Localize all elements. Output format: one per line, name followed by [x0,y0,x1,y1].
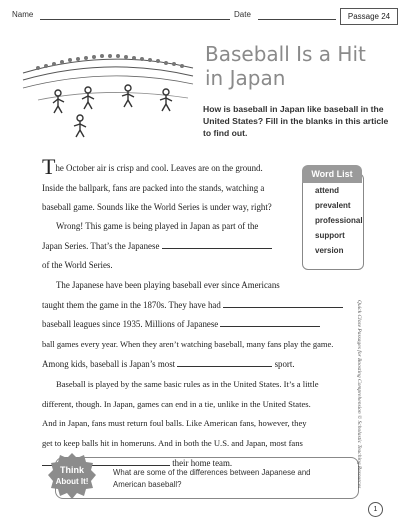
drop-cap: T [42,154,56,179]
text-line: Japan Series. That’s the Japanese [42,237,297,257]
think-badge-line-2: About It! [55,477,89,486]
blank-4[interactable] [177,357,272,367]
passage-badge: Passage 24 [340,8,398,25]
think-badge-icon [47,452,97,500]
blank-2[interactable] [223,298,343,308]
word-list-item: professional [315,216,363,225]
text-line: Wrong! This game is being played in Japan as part of the [56,221,259,231]
date-field[interactable] [258,19,336,20]
text-line: baseball game. Sounds like the World Series is under way, right? [42,202,272,213]
text-line: get to keep balls hit in homeruns. And in both the U.S. and Japan, most fans [42,438,303,449]
text-line: ball games every year. When they aren’t watching baseball, many fans play the game. [42,339,334,350]
text-line: their home team. [42,454,357,474]
think-question: What are some of the differences between Japanese and American baseball? [113,468,311,489]
paragraph-1 [42,154,297,218]
blank-1[interactable] [162,239,272,249]
text-line: Inside the ballpark, fans are packed into the stands, watching a [42,182,265,193]
think-badge-line-1: Think [60,465,84,475]
blank-3[interactable] [220,317,320,327]
text-line: baseball leagues since 1935. Millions of Japanese [42,315,357,335]
name-field[interactable] [40,19,230,20]
paragraph-2 [42,217,297,276]
page-number: 1 [368,502,383,517]
text-line: he October air is crisp and cool. Leaves are on the ground. [55,163,263,173]
word-list-heading: Word List [302,165,362,183]
paragraph-3 [42,276,357,375]
text-line: of the World Series. [42,260,113,271]
word-list-item: version [315,246,344,255]
intro-text: How is baseball in Japan like baseball in the United States? Fill in the blanks in this article to find out. [203,104,389,138]
word-list-item: prevalent [315,201,351,210]
word-list-item: support [315,231,345,240]
text-line: The Japanese have been playing baseball ever since Americans [56,280,280,290]
name-label: Name [12,10,34,19]
date-label: Date [234,10,251,19]
copyright-sidenote: Quick Cloze Passages for Boosting Comprehension © Scholastic Teaching Resources [356,300,362,489]
text-line: Baseball is played by the same basic rules as in the United States. It’s a little [56,379,319,389]
word-list-item: attend [315,186,339,195]
title-line-1: Baseball Is a Hit [205,42,366,66]
text-line: Among kids, baseball is Japan’s most sport. [42,358,295,369]
title-line-2: in Japan [205,66,286,90]
baseball-illustration [18,38,198,138]
text-line: And in Japan, fans must return foul balls. Like American fans, however, they [42,418,307,429]
text-line: taught them the game in the 1870s. They have had [42,296,357,316]
text-line: different, though. In Japan, games can end in a tie, unlike in the United States. [42,398,311,409]
